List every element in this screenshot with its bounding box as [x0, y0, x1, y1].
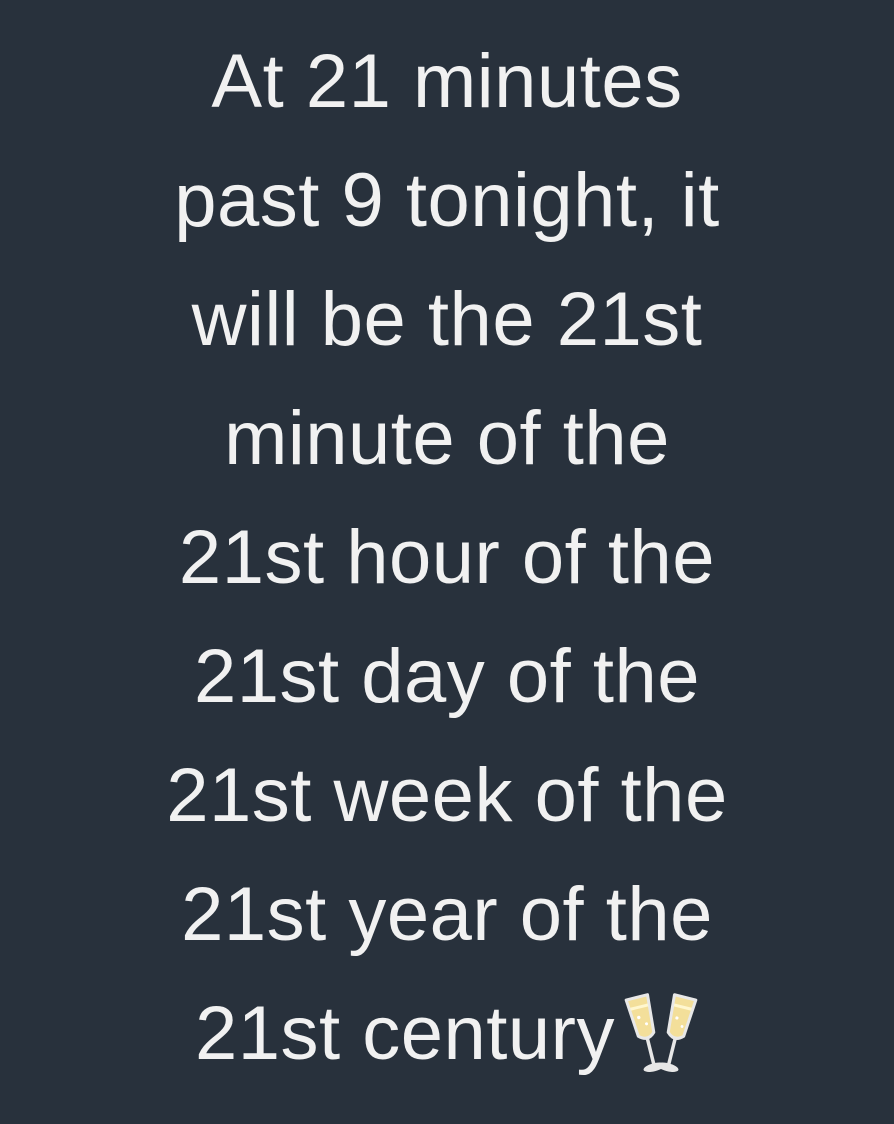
message-line-5: 21st hour of the — [178, 515, 716, 600]
message-line-2: past 9 tonight, it — [174, 158, 720, 243]
meme-text — [0, 22, 894, 1093]
message-line-9: 21st century — [195, 991, 615, 1076]
champagne-toast-icon — [623, 988, 699, 1080]
message-line-3: will be the 21st — [191, 277, 703, 362]
message-last-line — [195, 974, 699, 1093]
message-line-9-wrapper — [0, 974, 894, 1093]
message-line-4: minute of the — [224, 396, 670, 481]
message-line-8: 21st year of the — [181, 872, 713, 957]
message-line-7: 21st week of the — [166, 753, 728, 838]
message-line-1: At 21 minutes — [211, 39, 683, 124]
message-line-6: 21st day of the — [193, 634, 701, 719]
